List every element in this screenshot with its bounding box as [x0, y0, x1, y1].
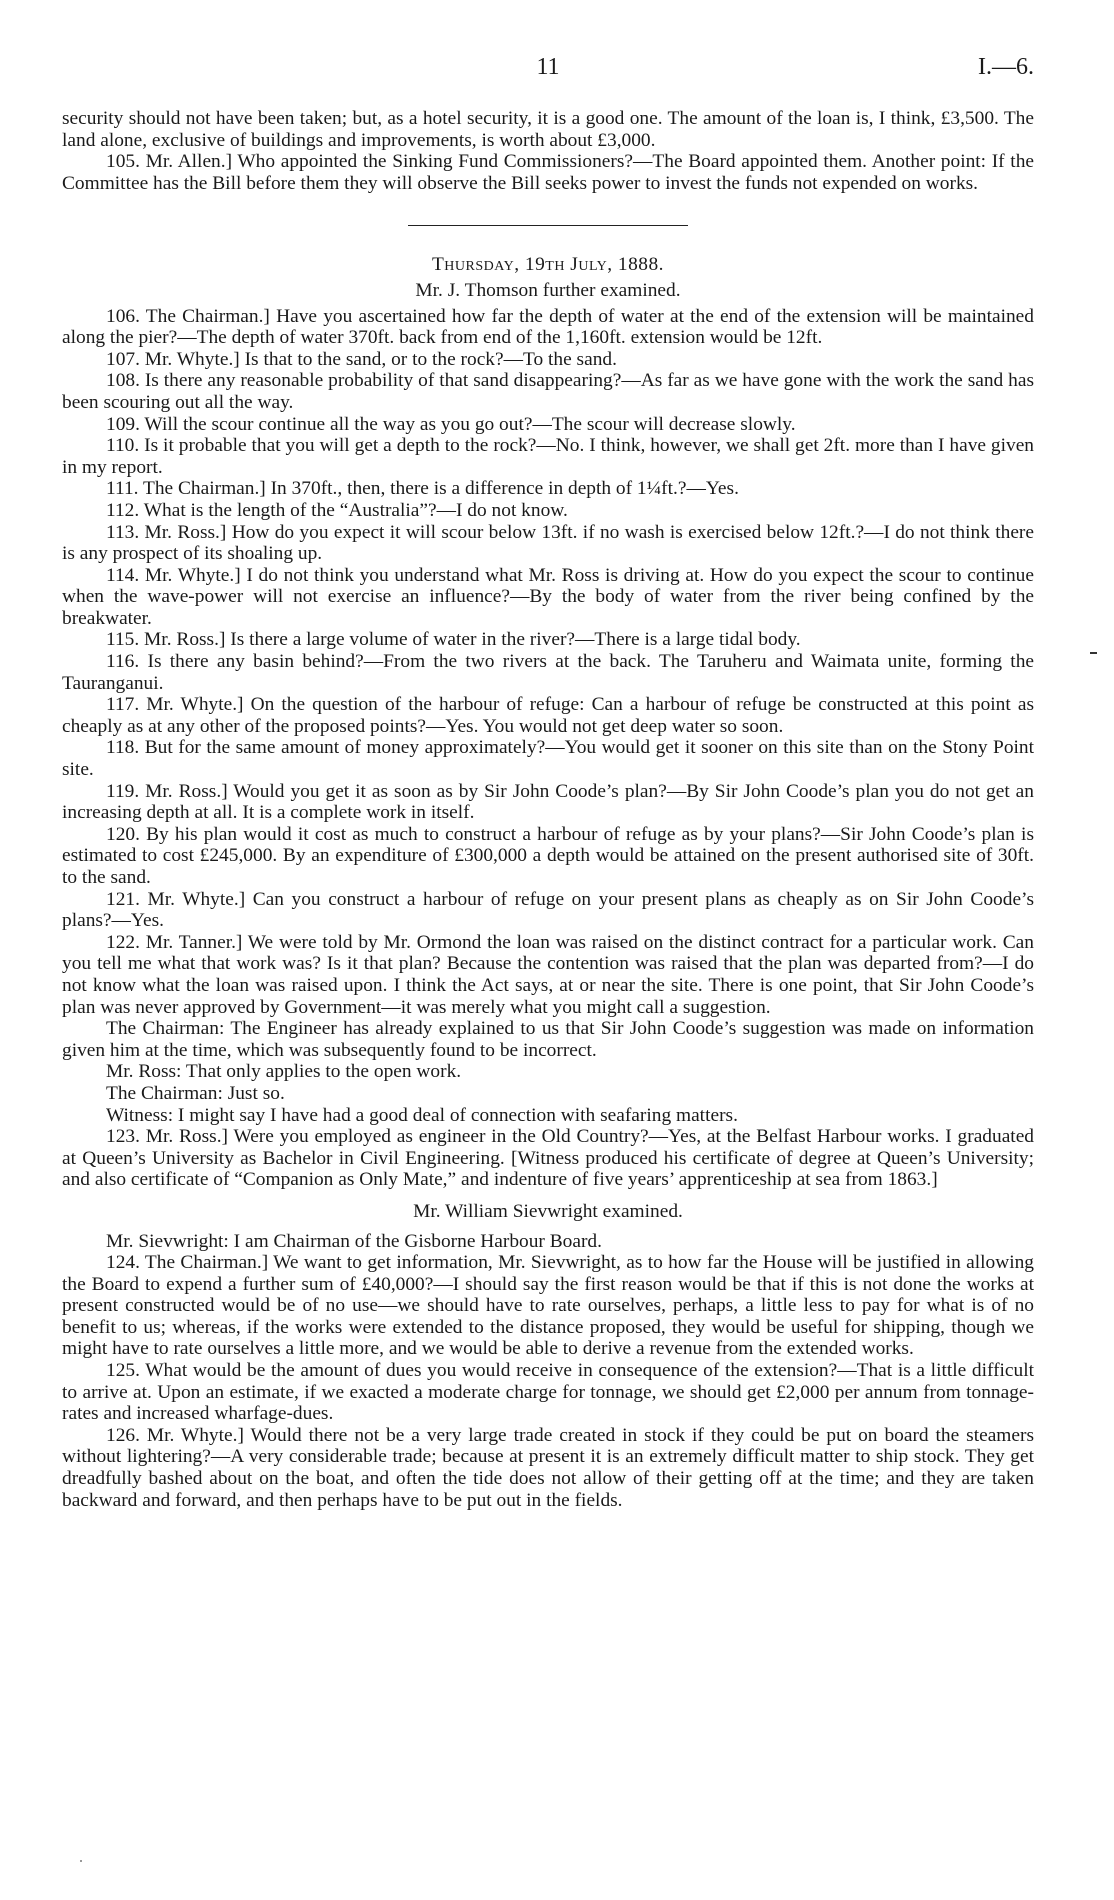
question-107: 107. Mr. Whyte.] Is that to the sand, or to the rock?—To the sand. — [106, 348, 617, 370]
witness-heading: Mr. J. Thomson further examined. — [415, 279, 681, 301]
question-121: 121. Mr. Whyte.] Can you construct a harbour of refuge on your present plans as cheaply as on Sir John Coode’s plans?—Yes. — [62, 888, 1034, 932]
question-111: 111. The Chairman.] In 370ft., then, there is a difference in depth of 1¼ft.?—Yes. — [106, 478, 739, 500]
question-106: 106. The Chairman.] Have you ascertained how far the depth of water at the end of the extension will be maintained along the pier?—The depth of water 370ft. back from end of the 1,160ft. extension would be 12ft. — [62, 305, 1034, 349]
question-118: 118. But for the same amount of money approximately?—You would get it sooner on this site than on the Stony Point site. — [62, 737, 1034, 781]
question-114: 114. Mr. Whyte.] I do not think you understand what Mr. Ross is driving at. How do you expect the scour to continue when the wave-power will not exercise an influence?—By the body of water from the river being confined by the breakwater. — [62, 564, 1034, 629]
document-reference: I.—6. — [978, 54, 1034, 80]
question-112: 112. What is the length of the “Australia”?—I do not know. — [106, 499, 568, 521]
margin-mark — [1090, 652, 1097, 654]
question-123: 123. Mr. Ross.] Were you employed as engineer in the Old Country?—Yes, at the Belfast Harbour works. I graduated at Queen’s University as Bachelor in Civil Engineering. [Witness produced his certificate of degree at Queen’s University; and also certificate of “Companion as Only Mate,” and indenture of five years’ apprenticeship at sea from 1863.] — [62, 1126, 1034, 1191]
intro-paragraph: security should not have been taken; but, as a hotel security, it is a good one. The amount of the loan is, I think, £3,500. The land alone, exclusive of buildings and improvements, is worth about £3,000. — [62, 108, 1034, 151]
question-109: 109. Will the scour continue all the way as you go out?—The scour will decrease slowly. — [106, 413, 796, 435]
question-116: 116. Is there any basin behind?—From the two rivers at the back. The Taruheru and Waimata unite, forming the Tauranganui. — [62, 651, 1034, 694]
question-105: 105. Mr. Allen.] Who appointed the Sinking Fund Commissioners?—The Board appointed them. Another point: If the Committee has the Bill before them they will observe the Bill seeks power to invest the funds not expended on works. — [62, 151, 1034, 194]
chairman-reply: The Chairman: Just so. — [106, 1082, 285, 1104]
section-divider — [408, 225, 688, 226]
question-117: 117. Mr. Whyte.] On the question of the harbour of refuge: Can a harbour of refuge be constructed at this point as cheaply as at any other of the proposed points?—Yes. You would not get deep water so soon. — [62, 694, 1034, 737]
sievwright-statement: Mr. Sievwright: I am Chairman of the Gisborne Harbour Board. — [106, 1230, 602, 1252]
question-126: 126. Mr. Whyte.] Would there not be a very large trade created in stock if they could be put on board the steamers without lightering?—A very considerable trade; because at present it is an extremely difficult matter to ship stock. They get dreadfully bashed about on the boat, and often the tide does not allow of their getting off at the time; and they are taken backward and forward, and then perhaps have to be put out in the fields. — [62, 1424, 1034, 1511]
page-body — [62, 108, 1034, 1511]
ross-remark: Mr. Ross: That only applies to the open work. — [106, 1061, 462, 1083]
session-date-heading: Thursday, 19th July, 1888. — [431, 254, 665, 276]
question-113: 113. Mr. Ross.] How do you expect it will scour below 13ft. if no wash is exercised below 12ft.?—I do not think there is any prospect of its shoaling up. — [62, 521, 1034, 565]
second-witness-heading: Mr. William Sievwright examined. — [413, 1200, 683, 1222]
page-header — [62, 46, 1034, 86]
scan-speck — [80, 1860, 82, 1862]
question-124: 124. The Chairman.] We want to get information, Mr. Sievwright, as to how far the House will be justified in allowing the Board to expend a further sum of £40,000?—I should say the first reason would be that if this is not done the works at present constructed would be of no use—we should have to rate ourselves, perhaps, a little less to pay for what is of no benefit to us; whereas, if the works were extended to the distance proposed, they would be useful for shipping, though we might have to rate ourselves a little more, and we would be able to derive a revenue from the extended works. — [62, 1252, 1034, 1360]
question-108: 108. Is there any reasonable probability of that sand disappearing?—As far as we have gone with the work the sand has been scouring out all the way. — [62, 370, 1034, 413]
question-120: 120. By his plan would it cost as much to construct a harbour of refuge as by your plans?—Sir John Coode’s plan is estimated to cost £245,000. By an expenditure of £300,000 a depth would be attained on the present authorised site of 30ft. to the sand. — [62, 823, 1034, 888]
question-122: 122. Mr. Tanner.] We were told by Mr. Ormond the loan was raised on the distinct contract for a particular work. Can you tell me what that work was? Is it that plan? Because the contention was raised that the plan was departed from?—I do not know what the loan was raised upon. I think the Act says, at or near the site. There is one point, that Sir John Coode’s plan was never approved by Government—it was merely what you might call a suggestion. — [62, 931, 1034, 1018]
question-110: 110. Is it probable that you will get a depth to the rock?—No. I think, however, we shall get 2ft. more than I have given in my report. — [62, 435, 1034, 478]
question-125: 125. What would be the amount of dues you would receive in consequence of the extension?—That is a little difficult to arrive at. Upon an estimate, if we exacted a moderate charge for tonnage, we should get £2,000 per annum from tonnage-rates and increased wharfage-dues. — [62, 1360, 1034, 1425]
document-page — [62, 46, 1034, 1511]
question-115: 115. Mr. Ross.] Is there a large volume of water in the river?—There is a large tidal body. — [106, 629, 801, 651]
chairman-remark: The Chairman: The Engineer has already explained to us that Sir John Coode’s suggestion was made on information given him at the time, which was subsequently found to be incorrect. — [62, 1018, 1034, 1061]
question-119: 119. Mr. Ross.] Would you get it as soon as by Sir John Coode’s plan?—By Sir John Coode’s plan you do not get an increasing depth at all. It is a complete work in itself. — [62, 780, 1034, 824]
page-number: 11 — [536, 54, 560, 80]
witness-remark: Witness: I might say I have had a good deal of connection with seafaring matters. — [106, 1104, 738, 1126]
